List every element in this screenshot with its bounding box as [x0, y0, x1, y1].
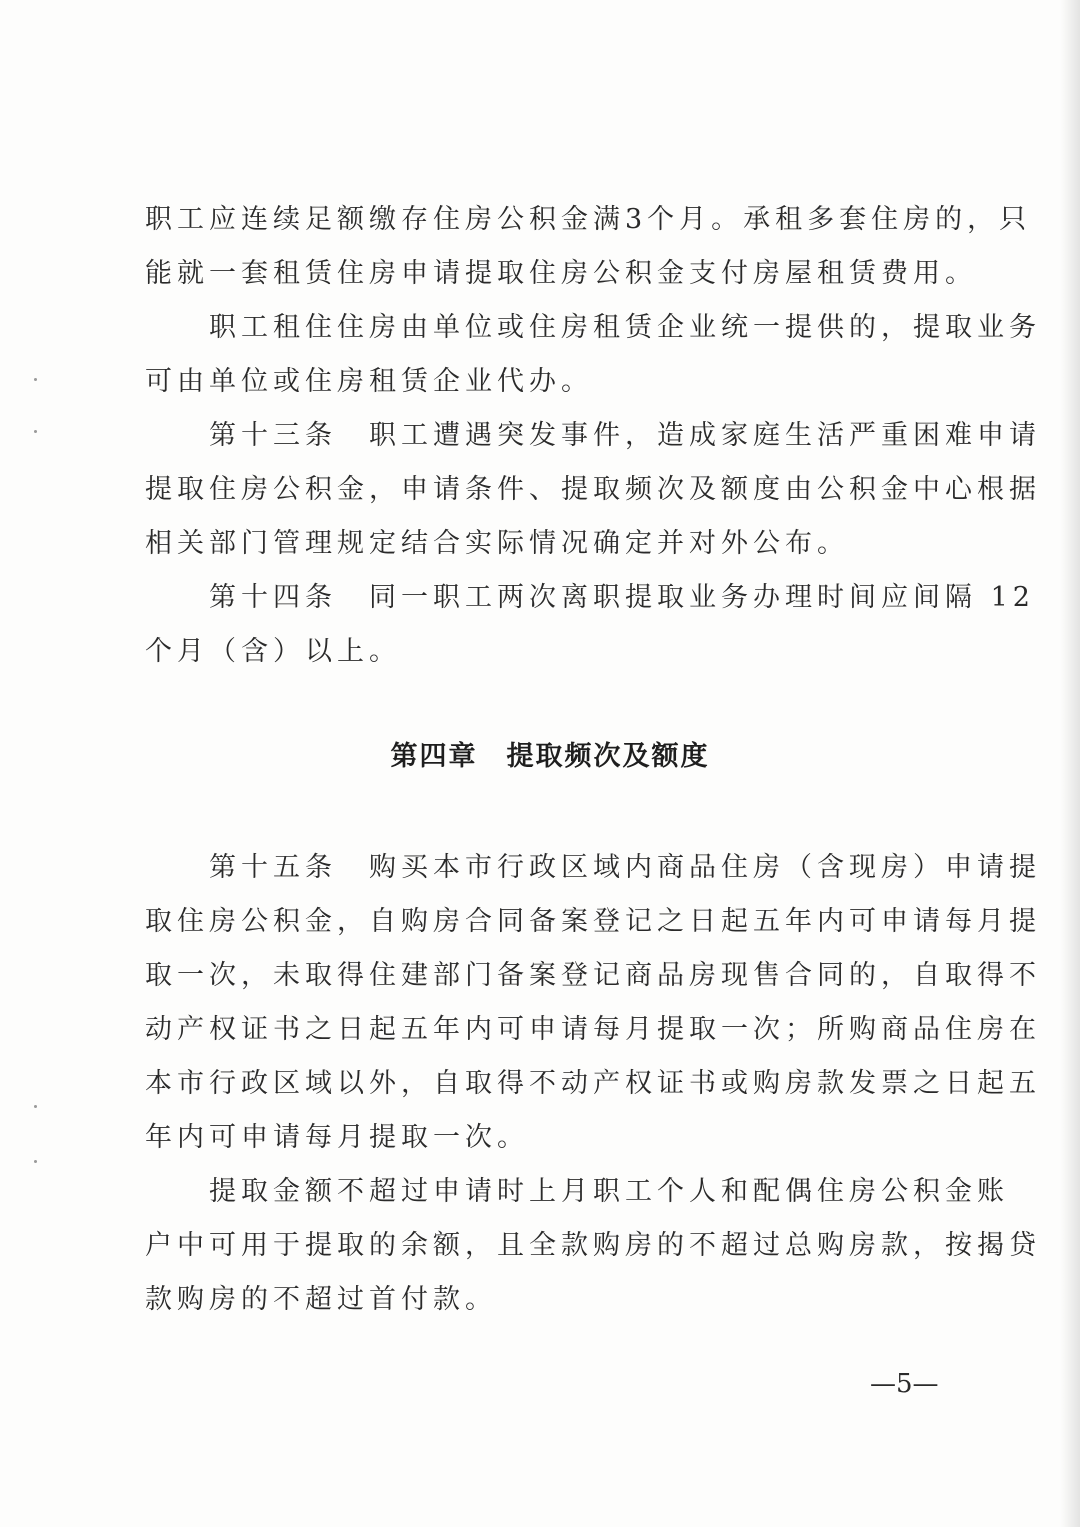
body-line: 相关部门管理规定结合实际情况确定并对外公布。	[145, 528, 849, 559]
body-line: 个月（含）以上。	[145, 636, 401, 667]
scan-dot	[34, 378, 37, 381]
body-line: 款购房的不超过首付款。	[145, 1284, 497, 1315]
body-line: 职工租住住房由单位或住房租赁企业统一提供的，提取业务	[145, 312, 1041, 343]
scan-dot	[34, 1105, 37, 1108]
body-line: 可由单位或住房租赁企业代办。	[145, 366, 593, 397]
body-line: 第十三条 职工遭遇突发事件，造成家庭生活严重困难申请	[145, 420, 1041, 451]
scan-dot	[34, 1160, 37, 1163]
chapter-title: 第四章 提取频次及额度	[390, 741, 710, 772]
page-edge-shadow	[1060, 0, 1080, 1527]
body-line: 职工应连续足额缴存住房公积金满3个月。承租多套住房的，只	[145, 204, 1032, 235]
body-line: 户中可用于提取的余额，且全款购房的不超过总购房款，按揭贷	[145, 1230, 1041, 1261]
body-line: 提取住房公积金，申请条件、提取频次及额度由公积金中心根据	[145, 474, 1041, 505]
body-line: 本市行政区域以外，自取得不动产权证书或购房款发票之日起五	[145, 1068, 1041, 1099]
body-line: 动产权证书之日起五年内可申请每月提取一次；所购商品住房在	[145, 1014, 1041, 1045]
scan-dot	[34, 430, 37, 433]
body-line: 第十五条 购买本市行政区域内商品住房（含现房）申请提	[145, 852, 1041, 883]
body-line: 取一次，未取得住建部门备案登记商品房现售合同的，自取得不	[145, 960, 1041, 991]
page-number: —5—	[870, 1369, 939, 1399]
body-line: 第十四条 同一职工两次离职提取业务办理时间应间隔 12	[145, 582, 1035, 613]
body-line: 能就一套租赁住房申请提取住房公积金支付房屋租赁费用。	[145, 258, 977, 289]
body-line: 提取金额不超过申请时上月职工个人和配偶住房公积金账	[145, 1176, 1009, 1207]
body-line: 取住房公积金，自购房合同备案登记之日起五年内可申请每月提	[145, 906, 1041, 937]
body-line: 年内可申请每月提取一次。	[145, 1122, 529, 1153]
